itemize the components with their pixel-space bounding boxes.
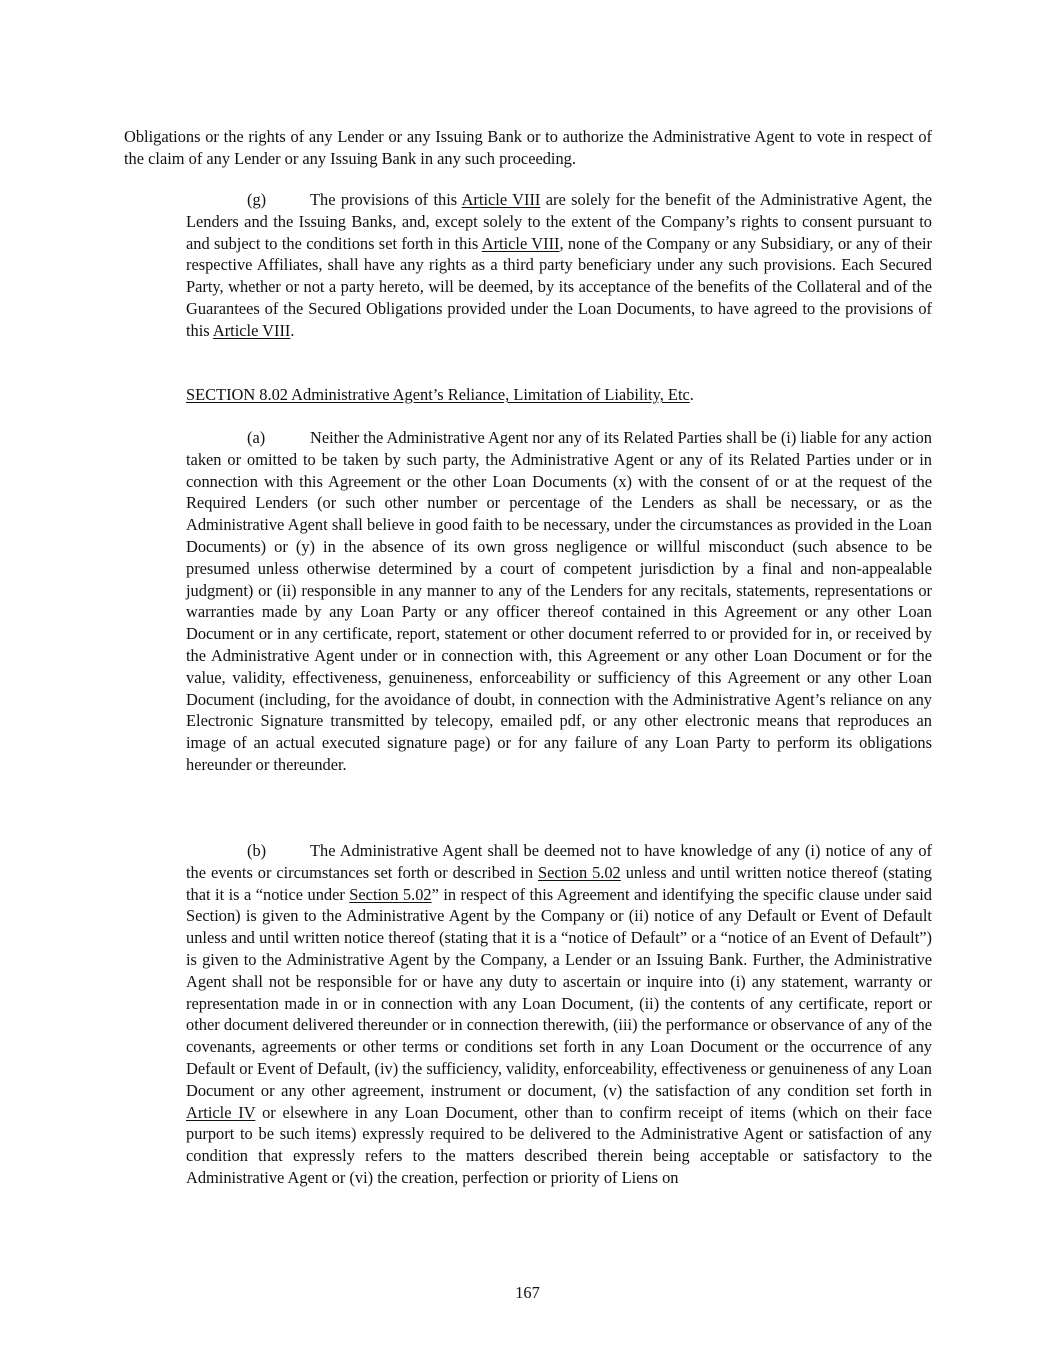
paragraph-g-text-4: . bbox=[290, 320, 295, 340]
paragraph-b-text-1: The Administrative Agent shall be deemed not to have knowledge of any (i) notice of any of the events or circumstances set forth or described in bbox=[186, 841, 932, 882]
paragraph-b-text-4: or elsewhere in any Loan Document, other than to confirm receipt of items (which on their face purport to be such items) expressly required to be delivered to the Administrative Agent or satisfaction of any condition that expressly refers to the matters described therein being acceptable or satisfactory to the Administrative Agent or (vi) the creation, perfection or priority of Liens on bbox=[186, 1102, 932, 1187]
section-heading bbox=[186, 384, 932, 406]
paragraph-b bbox=[186, 840, 932, 1189]
paragraph-a-text: Neither the Administrative Agent nor any of its Related Parties shall be (i) liable for any action taken or omitted to be taken by such party, the Administrative Agent or any of its Related Parties under or in connection with this Agreement or the other Loan Documents (x) with the consent of or at the request of the Required Lenders (or such other number or percentage of the Lenders as shall be necessary, or as the Administrative Agent shall believe in good faith to be necessary, under the circumstances as provided in the Loan Documents) or (y) in the absence of its own gross negligence or willful misconduct (such absence to be presumed unless otherwise determined by a court of competent jurisdiction by a final and non-appealable judgment) or (ii) responsible in any manner to any of the Lenders for any recitals, statements, representations or warranties made by any Loan Party or any officer thereof contained in this Agreement or any other Loan Document or in any certificate, report, statement or other document referred to or provided for in, or received by the Administrative Agent under or in connection with, this Agreement or any other Loan Document or for the value, validity, effectiveness, genuineness, enforceability or sufficiency of this Agreement or any other Loan Document (including, for the avoidance of doubt, in connection with the Administrative Agent’s reliance on any Electronic Signature transmitted by telecopy, emailed pdf, or any other electronic means that reproduces an image of an actual executed signature page) or for any failure of any Loan Party to perform its obligations hereunder or thereunder. bbox=[186, 428, 932, 774]
paragraph-g-label: (g) bbox=[247, 190, 267, 209]
paragraph-b-text-3: ” in respect of this Agreement and identifying the specific clause under said Section) is given to the Administrative Agent by the Company or (ii) notice of any Default or Event of Default unless and until written notice thereof (stating that it is a “notice of Default” or a “notice of an Event of Default”) is given to the Administrative Agent by the Company, a Lender or an Issuing Bank. Further, the Administrative Agent shall not be responsible for or have any duty to ascertain or inquire into (i) any statement, warranty or representation made in or in connection with any Loan Document, (ii) the contents of any certificate, report or other document delivered thereunder or in connection therewith, (iii) the performance or observance of any of the covenants, agreements or other terms or conditions set forth in any Loan Document or the occurrence of any Default or Event of Default, (iv) the sufficiency, validity, enforceability, effectiveness or genuineness of any Loan Document or any other agreement, instrument or document, (v) the satisfaction of any condition set forth in bbox=[186, 884, 933, 1100]
paragraph-g-text-2: are solely for the benefit of the Administrative Agent, the Lenders and the Issuing Banks, and, except solely to the extent of the Company’s rights to consent pursuant to and subject to the conditions set forth in this bbox=[186, 190, 932, 253]
paragraph-a bbox=[186, 427, 932, 776]
article-viii-reference-2: Article VIII bbox=[481, 233, 560, 253]
section-heading-text: SECTION 8.02 Administrative Agent’s Reliance, Limitation of Liability, Etc bbox=[186, 385, 690, 404]
section-5-02-reference-1: Section 5.02 bbox=[537, 862, 621, 882]
paragraph-g-text-3: , none of the Company or any Subsidiary, or any of their respective Affiliates, shall have any rights as a third party beneficiary under any such provisions. Each Secured Party, whether or not a party hereto, will be deemed, by its acceptance of the benefits of the Collateral and of the Guarantees of the Secured Obligations provided under the Loan Documents, to have agreed to the provisions of this bbox=[186, 233, 932, 340]
article-viii-reference-1: Article VIII bbox=[461, 190, 541, 209]
article-viii-reference-3: Article VIII bbox=[212, 320, 291, 340]
paragraph-a-label: (a) bbox=[247, 428, 266, 447]
continuation-paragraph bbox=[124, 126, 932, 170]
paragraph-g bbox=[186, 189, 932, 342]
paragraph-b-text-2: unless and until written notice thereof (stating that it is a “notice under bbox=[186, 862, 932, 904]
article-iv-reference: Article IV bbox=[186, 1102, 256, 1122]
section-5-02-reference-2: Section 5.02 bbox=[349, 884, 432, 904]
section-heading-period: . bbox=[689, 385, 694, 404]
continuation-text: Obligations or the rights of any Lender or any Issuing Bank or to authorize the Administrative Agent to vote in respect of the claim of any Lender or any Issuing Bank in any such proceeding. bbox=[124, 127, 932, 168]
paragraph-g-text-1: The provisions of this bbox=[310, 190, 462, 209]
paragraph-b-label: (b) bbox=[247, 841, 267, 860]
page-number: 167 bbox=[515, 1283, 540, 1302]
